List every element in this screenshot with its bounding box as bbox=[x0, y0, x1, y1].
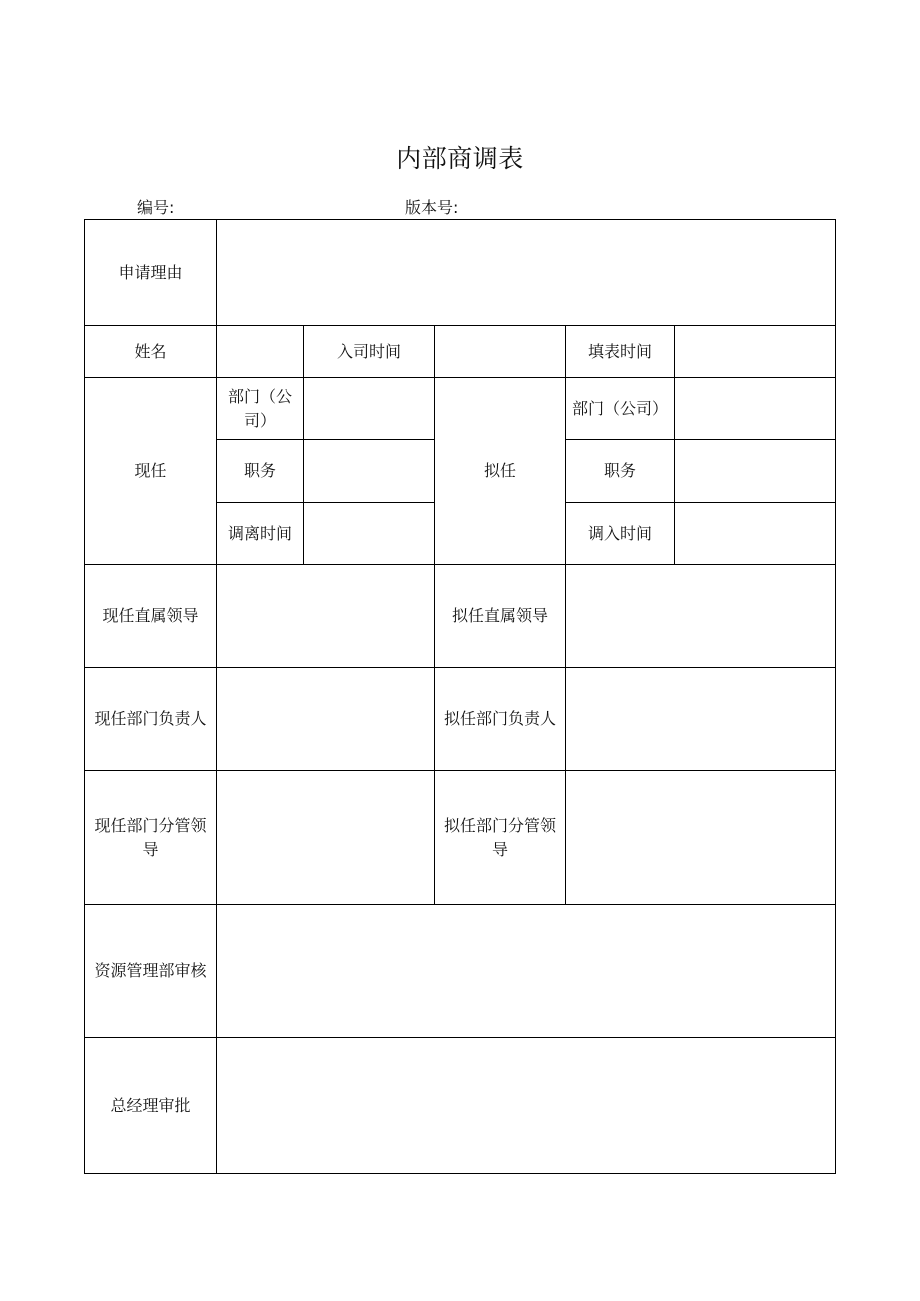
proposed-label: 拟任 bbox=[435, 378, 566, 565]
proposed-supervisor-input[interactable] bbox=[566, 565, 836, 668]
current-dept-leader-label: 现任部门分管领导 bbox=[85, 771, 217, 905]
supervisor-row bbox=[85, 565, 836, 668]
gm-approval-row bbox=[85, 1038, 836, 1174]
current-position-label: 职务 bbox=[217, 440, 304, 503]
reason-row bbox=[85, 220, 836, 326]
gm-approval-input[interactable] bbox=[217, 1038, 836, 1174]
fill-date-input[interactable] bbox=[675, 326, 836, 378]
transfer-in-date-input[interactable] bbox=[675, 503, 836, 565]
proposed-supervisor-label: 拟任直属领导 bbox=[435, 565, 566, 668]
join-date-label: 入司时间 bbox=[304, 326, 435, 378]
proposed-dept-leader-label: 拟任部门分管领导 bbox=[435, 771, 566, 905]
name-label: 姓名 bbox=[85, 326, 217, 378]
transfer-form-table bbox=[84, 219, 836, 1174]
current-label: 现任 bbox=[85, 378, 217, 565]
leave-date-label: 调离时间 bbox=[217, 503, 304, 565]
form-title: 内部商调表 bbox=[396, 144, 524, 173]
hr-review-row bbox=[85, 905, 836, 1038]
name-input[interactable] bbox=[217, 326, 304, 378]
reason-label: 申请理由 bbox=[85, 220, 217, 326]
current-position-input[interactable] bbox=[304, 440, 435, 503]
proposed-position-label: 职务 bbox=[566, 440, 675, 503]
leave-date-input[interactable] bbox=[304, 503, 435, 565]
current-dept-label: 部门（公司） bbox=[217, 378, 304, 440]
name-row bbox=[85, 326, 836, 378]
version-label: 版本号: bbox=[405, 198, 459, 217]
current-dept-input[interactable] bbox=[304, 378, 435, 440]
proposed-dept-head-input[interactable] bbox=[566, 668, 836, 771]
current-dept-leader-input[interactable] bbox=[217, 771, 435, 905]
proposed-dept-label: 部门（公司） bbox=[566, 378, 675, 440]
current-dept-head-input[interactable] bbox=[217, 668, 435, 771]
number-label: 编号: bbox=[137, 198, 175, 217]
current-dept-head-label: 现任部门负责人 bbox=[85, 668, 217, 771]
transfer-in-date-label: 调入时间 bbox=[566, 503, 675, 565]
dept-leader-row bbox=[85, 771, 836, 905]
join-date-input[interactable] bbox=[435, 326, 566, 378]
proposed-dept-head-label: 拟任部门负责人 bbox=[435, 668, 566, 771]
hr-review-input[interactable] bbox=[217, 905, 836, 1038]
proposed-dept-input[interactable] bbox=[675, 378, 836, 440]
gm-approval-label: 总经理审批 bbox=[85, 1038, 217, 1174]
proposed-dept-leader-input[interactable] bbox=[566, 771, 836, 905]
dept-head-row bbox=[85, 668, 836, 771]
department-row bbox=[85, 378, 836, 440]
reason-input[interactable] bbox=[217, 220, 836, 326]
fill-date-label: 填表时间 bbox=[566, 326, 675, 378]
hr-review-label: 资源管理部审核 bbox=[85, 905, 217, 1038]
current-supervisor-label: 现任直属领导 bbox=[85, 565, 217, 668]
proposed-position-input[interactable] bbox=[675, 440, 836, 503]
current-supervisor-input[interactable] bbox=[217, 565, 435, 668]
